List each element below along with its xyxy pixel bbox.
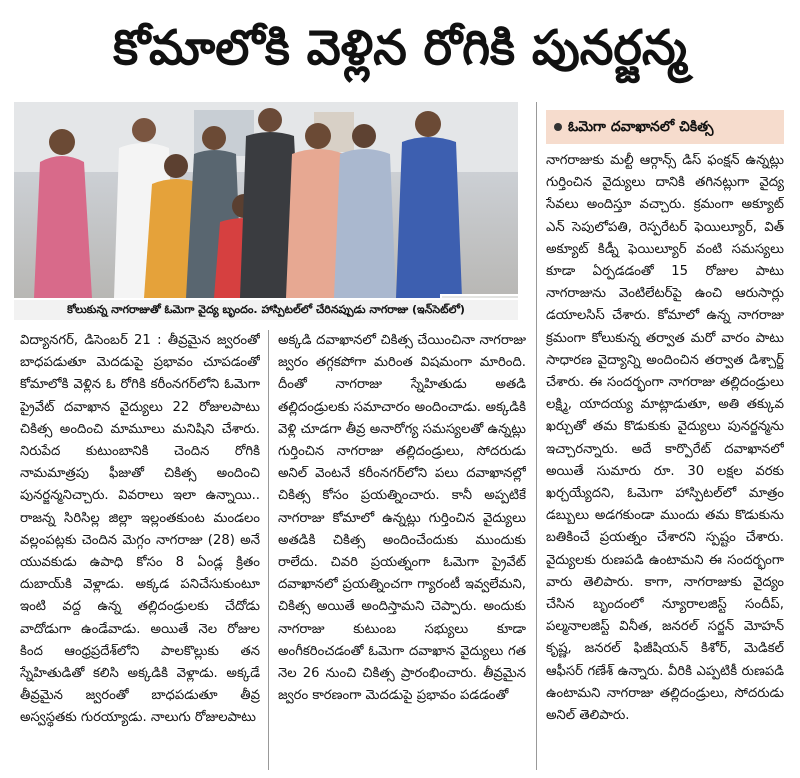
article-column-3: [546, 150, 784, 770]
headline: కోమాలోకి వెళ్లిన రోగికి పునర్జన్మ: [113, 20, 687, 76]
article-paragraph: విద్యానగర్, డిసెంబర్ 21 : తీవ్రమైన జ్వరంతో బాధపడుతూ మెదడుపై ప్రభావం చూపడంతో కోమాలోకి వెళ్లిన ఓ రోగికి కరీంనగర్‌లోని ఓమెగా ప్రైవేట్ దవాఖాన వైద్యులు 22 రోజులపాటు చికిత్స అందించి మామూలు మనిషిని చేశారు. నిరుపేద కుటుంబానికి చెందిన రోగికి నామమాత్రపు ఫీజుతో చికిత్స అందించి పునర్జన్మనిచ్చారు. వివరాలు ఇలా ఉన్నాయి.. రాజన్న సిరిసిల్ల జిల్లా ఇల్లంతకుంట మండలం వల్లంపట్లకు చెందిన మెగ్గం నాగరాజు (28) అనే యువకుడు ఉపాధి కోసం 8 ఏండ్ల క్రితం దుబాయ్‌కి వెళ్లాడు. అక్కడ పనిచేసుకుంటూ ఇంటి వద్ద ఉన్న తల్లిదండ్రులకు చేదోడు వాదోడుగా ఉండేవాడు. అయితే నెల రోజుల కింద ఆంధ్రప్రదేశ్‌లోని పాలకొల్లుకు తన స్నేహితుడితో కలిసి అక్కడికి వెళ్లాడు. అక్కడే తీవ్రమైన జ్వరంతో బాధపడుతూ తీవ్ర అస్వస్థతకు గురయ్యాడు. నాలుగు రోజులపాటు: [20, 333, 260, 726]
inset-photo-patient: [440, 294, 518, 298]
sub-heading: [546, 110, 784, 144]
column-divider: [536, 102, 537, 770]
article-paragraph: నాగరాజుకు మల్టీ ఆర్గాన్స్ డిస్ ఫంక్షన్ ఉన్నట్లు గుర్తించిన వైద్యులు దానికి తగినట్లుగా వైద్య సేవలు అందిస్తూ వచ్చారు. క్రమంగా అక్యూట్ ఎన్ సెపులోపతి, రెస్పరేటర్ ఫెయిల్యూర్, విత్ అక్యూట్ కిడ్నీ ఫెయిల్యూర్ వంటి సమస్యలు కూడా ఏర్పడడంతో 15 రోజుల పాటు నాగరాజును వెంటిలేటర్‌పై ఉంచి ఆరుసార్లు డయాలసిస్ చేశారు. కోమాలో ఉన్న నాగరాజు క్రమంగా కోలుకున్న తర్వాత మరో వారం పాటు సాధారణ వైద్యాన్ని అందించిన తర్వాత డిశ్చార్జ్ చేశారు. ఈ సందర్భంగా నాగరాజు తల్లిదండ్రులు లక్ష్మి, యాదయ్య మాట్లాడుతూ, అతి తక్కువ ఖర్చుతో తమ కొడుకుకు వైద్యులు పునర్జన్మను ఇచ్చారన్నారు. అదే కార్పొరేట్ దవాఖానలో అయితే సుమారు రూ. 30 లక్షల వరకు ఖర్చయ్యేదని, ఓమెగా హాస్పిటల్‌లో మాత్రం డబ్బులు అడగకుండా ముందు తమ కొడుకును బతికించే ప్రయత్నం చేశారని స్పష్టం చేశారు. వైద్యులకు రుణపడి ఉంటామని ఈ సందర్భంగా వారు తెలిపారు. కాగా, నాగరాజుకు వైద్యం చేసిన బృందంలో న్యూరాలజిస్ట్ సందీప్, పల్మనాలజిస్ట్ వినీత, జనరల్ సర్జన్ మోహన్ కృష్ణ, జనరల్ ఫిజీషియన్ కిశోర్, మెడికల్ ఆఫీసర్ గణేశ్ ఉన్నారు. వీరికి ఎప్పటికీ రుణపడి ఉంటామని నాగరాజు తల్లిదండ్రులు, సోదరుడు అనిల్ తెలిపారు.: [546, 153, 784, 724]
group-photo: [14, 102, 518, 298]
article-paragraph: అక్కడి దవాఖానలో చికిత్స చేయించినా నాగరాజు జ్వరం తగ్గకపోగా మరింత విషమంగా మారింది. దీంతో నాగరాజు స్నేహితుడు అతడి తల్లిదండ్రులకు సమాచారం అందించాడు. అక్కడికి వెళ్లి చూడగా తీవ్ర అనారోగ్య సమస్యలతో ఉన్నట్లు గుర్తించిన నాగరాజు తల్లిదండ్రులు, సోదరుడు అనిల్ వెంటనే కరీంనగర్‌లోని పలు దవాఖానల్లో చికిత్స కోసం ప్రయత్నించారు. కానీ అప్పటికే నాగరాజు కోమాలో ఉన్నట్లు గుర్తించిన వైద్యులు అతడికి చికిత్స అందించేందుకు ముందుకు రాలేదు. చివరి ప్రయత్నంగా ఓమెగా ప్రైవేట్ దవాఖానలో ప్రయత్నించగా గ్యారంటీ ఇవ్వలేమని, చికిత్స అయితే అందిస్తామని చెప్పారు. అందుకు నాగరాజు కుటుంబ సభ్యులు కూడా అంగీకరించడంతో ఓమెగా దవాఖాన వైద్యులు గత నెల 26 నుంచి చికిత్స ప్రారంభించారు. తీవ్రమైన జ్వరం కారణంగా మెదడుపై ప్రభావం పడడంతో: [278, 333, 526, 704]
group-photo-illustration: [14, 102, 518, 298]
article-column-2: [278, 330, 526, 770]
bullet-icon: [554, 123, 562, 131]
article-column-1: [20, 330, 260, 770]
photo-caption: కోలుకున్న నాగరాజుతో ఓమెగా వైద్య బృందం. హాస్పిటల్‌లో చేరినప్పుడు నాగరాజు (ఇన్‌సెట్‌లో): [14, 300, 518, 320]
sub-heading-text: ఓమెగా దవాఖానలో చికిత్స: [568, 119, 714, 135]
column-divider: [268, 330, 269, 770]
